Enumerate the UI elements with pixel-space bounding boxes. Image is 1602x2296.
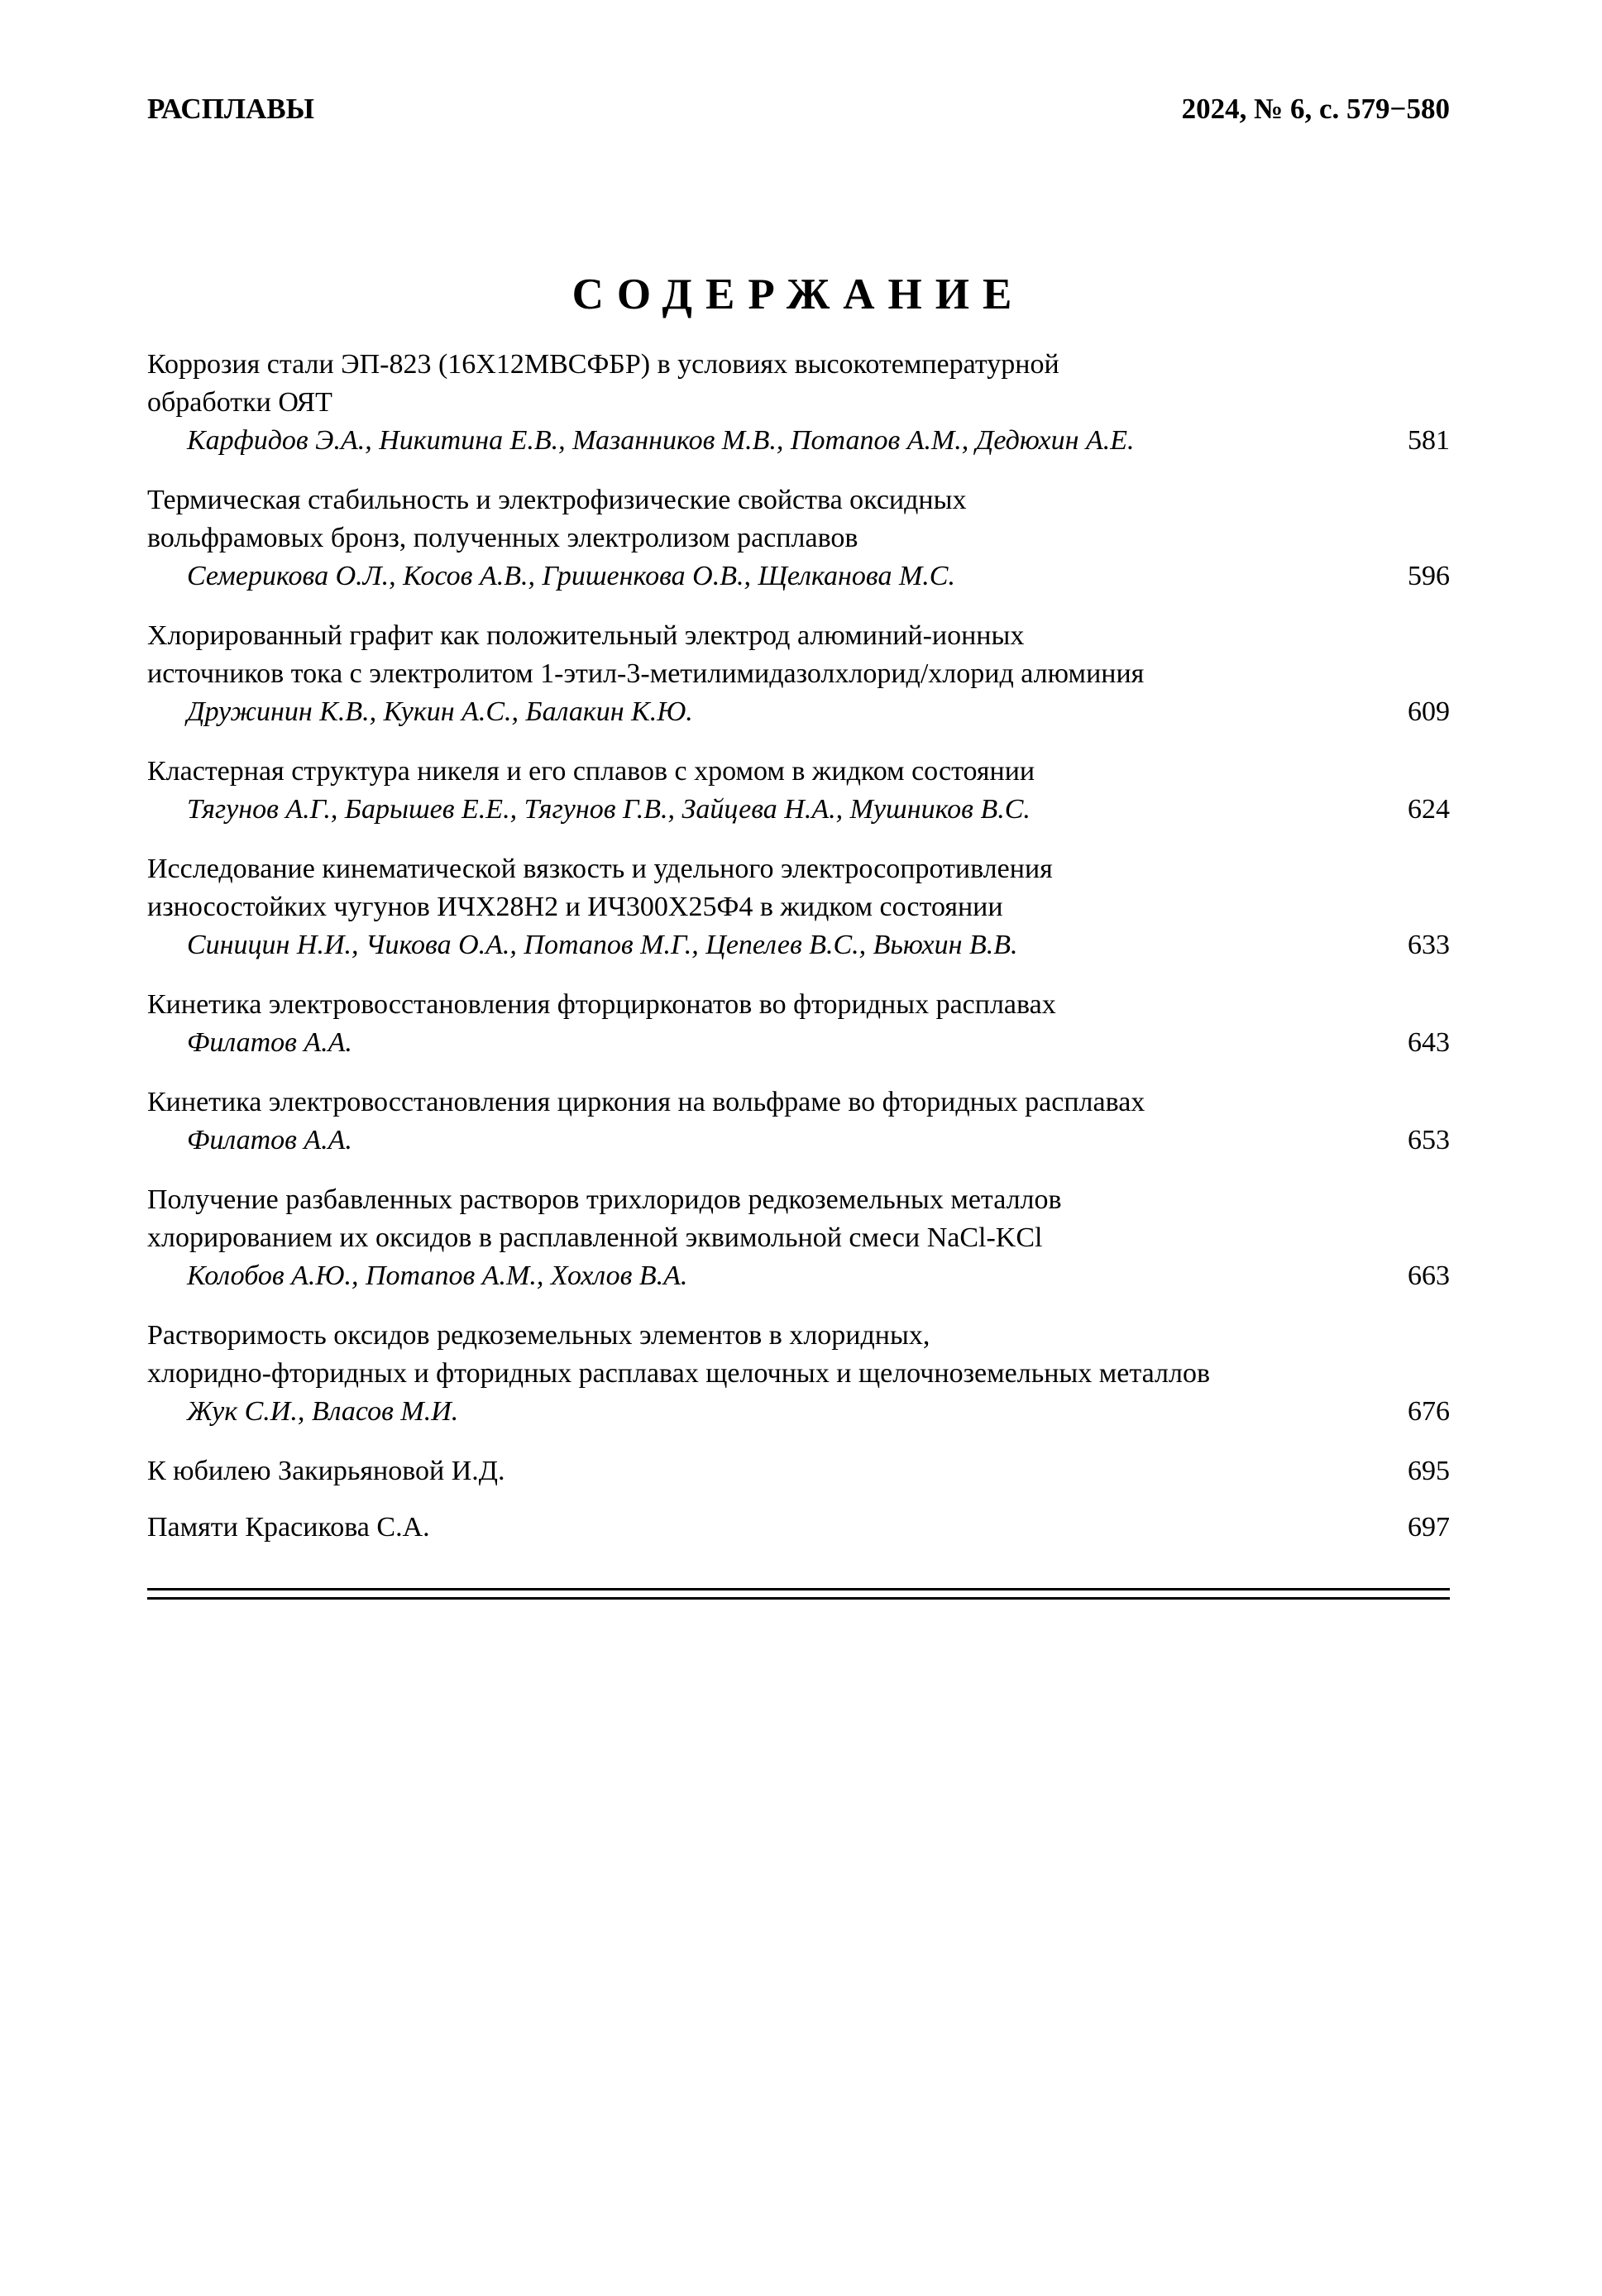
- toc-entry: [147, 617, 1450, 731]
- article-title: [147, 986, 1450, 1024]
- article-title: [147, 617, 1450, 693]
- entry-title: К юбилею Закирьяновой И.Д.: [147, 1456, 505, 1486]
- authors-row: [147, 557, 1450, 596]
- page-number: 596: [1408, 561, 1450, 591]
- authors-row: [147, 926, 1450, 964]
- page-number: 643: [1408, 1027, 1450, 1058]
- toc-entry: [147, 481, 1450, 596]
- toc-entry-short: [147, 1452, 1450, 1490]
- toc-entry: [147, 986, 1450, 1062]
- rule-line-top: [147, 1588, 1450, 1590]
- toc-entry: [147, 753, 1450, 829]
- article-authors: Жук С.И., Власов М.И.: [187, 1396, 459, 1427]
- article-title: [147, 1083, 1450, 1122]
- article-title-line: Кластерная структура никеля и его сплавов с хромом в жидком состоянии: [147, 756, 1035, 787]
- page-title: СОДЕРЖАНИЕ: [571, 270, 1026, 318]
- page-number: 624: [1408, 794, 1450, 825]
- article-title-line: обработки ОЯТ: [147, 387, 332, 418]
- page-number: 581: [1408, 425, 1450, 456]
- article-title-line: Кинетика электровосстановления фторцирконатов во фторидных расплавах: [147, 989, 1056, 1020]
- article-title-line: Термическая стабильность и электрофизические свойства оксидных: [147, 485, 967, 515]
- page-number: 653: [1408, 1125, 1450, 1155]
- authors-row: [147, 1393, 1450, 1431]
- toc-entry: [147, 1317, 1450, 1431]
- table-of-contents: [147, 346, 1450, 1565]
- article-title-line: Получение разбавленных растворов трихлоридов редкоземельных металлов: [147, 1184, 1062, 1215]
- toc-entries: [147, 346, 1450, 1431]
- page-number: 609: [1408, 696, 1450, 727]
- page-number: 676: [1408, 1396, 1450, 1427]
- rule-line-bottom: [147, 1597, 1450, 1600]
- page-number: 663: [1408, 1260, 1450, 1291]
- authors-row: [147, 1122, 1450, 1160]
- article-authors: Филатов А.А.: [187, 1125, 352, 1155]
- toc-entry-short: [147, 1509, 1450, 1547]
- toc-entry: [147, 346, 1450, 460]
- article-title-line: источников тока с электролитом 1-этил-3-метилимидазолхлорид/хлорид алюминия: [147, 658, 1145, 689]
- article-title: [147, 753, 1450, 791]
- authors-row: [147, 1257, 1450, 1295]
- article-authors: Филатов А.А.: [187, 1027, 352, 1058]
- authors-row: [147, 791, 1450, 829]
- closing-double-rule: [147, 1588, 1450, 1600]
- article-title-line: износостойких чугунов ИЧХ28Н2 и ИЧ300Х25Ф4 в жидком состоянии: [147, 892, 1003, 922]
- article-title: [147, 1317, 1450, 1393]
- toc-short-entries: [147, 1452, 1450, 1547]
- article-title-line: Хлорированный графит как положительный электрод алюминий-ионных: [147, 620, 1025, 651]
- article-authors: Дружинин К.В., Кукин А.С., Балакин К.Ю.: [187, 696, 693, 727]
- toc-entry: [147, 850, 1450, 964]
- toc-entry: [147, 1083, 1450, 1160]
- authors-row: [147, 693, 1450, 731]
- issue-info: 2024, № 6, с. 579−580: [1181, 93, 1450, 125]
- article-authors: Колобов А.Ю., Потапов А.М., Хохлов В.А.: [187, 1260, 688, 1291]
- article-title-line: хлоридно-фторидных и фторидных расплавах щелочных и щелочноземельных металлов: [147, 1358, 1210, 1389]
- article-title: [147, 346, 1450, 422]
- article-title-line: Исследование кинематической вязкость и удельного электросопротивления: [147, 854, 1053, 884]
- article-authors: Карфидов Э.А., Никитина Е.В., Мазанников М.В., Потапов А.М., Дедюхин А.Е.: [187, 425, 1135, 456]
- page-number: 697: [1408, 1512, 1450, 1543]
- toc-entry: [147, 1181, 1450, 1295]
- article-authors: Синицин Н.И., Чикова О.А., Потапов М.Г., Цепелев В.С., Вьюхин В.В.: [187, 930, 1018, 960]
- article-title-line: Растворимость оксидов редкоземельных элементов в хлоридных,: [147, 1320, 930, 1351]
- entry-title: Памяти Красикова С.А.: [147, 1512, 430, 1543]
- article-title: [147, 850, 1450, 926]
- article-authors: Тягунов А.Г., Барышев Е.Е., Тягунов Г.В., Зайцева Н.А., Мушников В.С.: [187, 794, 1031, 825]
- authors-row: [147, 422, 1450, 460]
- article-title-line: Коррозия стали ЭП-823 (16Х12МВСФБР) в условиях высокотемпературной: [147, 349, 1059, 380]
- article-authors: Семерикова О.Л., Косов А.В., Гришенкова О.В., Щелканова М.С.: [187, 561, 955, 591]
- authors-row: [147, 1024, 1450, 1062]
- article-title-line: вольфрамовых бронз, полученных электролизом расплавов: [147, 523, 858, 553]
- article-title-line: хлорированием их оксидов в расплавленной эквимольной смеси NaCl-KCl: [147, 1222, 1043, 1253]
- running-head: [147, 93, 1450, 126]
- article-title-line: Кинетика электровосстановления циркония на вольфраме во фторидных расплавах: [147, 1087, 1145, 1117]
- page-number: 695: [1408, 1456, 1450, 1486]
- page-number: 633: [1408, 930, 1450, 960]
- article-title: [147, 1181, 1450, 1257]
- article-title: [147, 481, 1450, 557]
- journal-name: РАСПЛАВЫ: [147, 93, 315, 125]
